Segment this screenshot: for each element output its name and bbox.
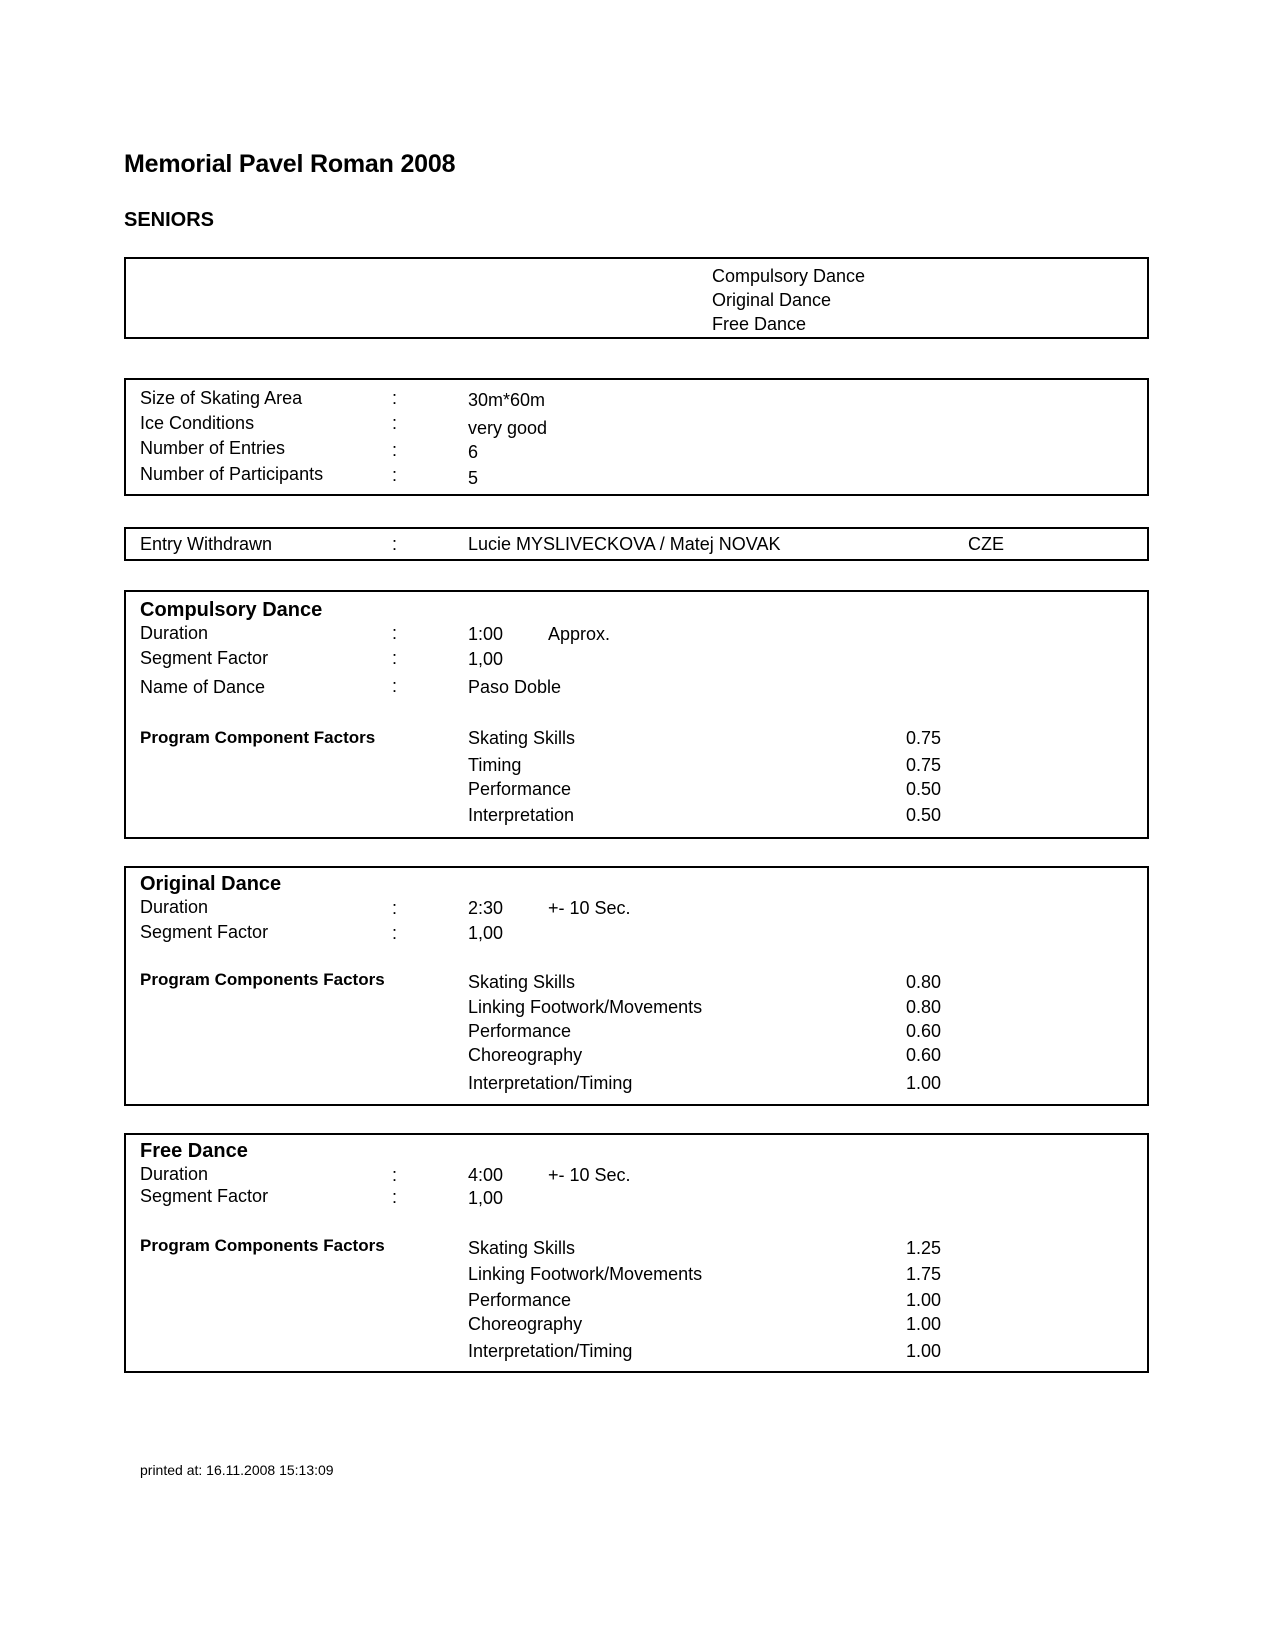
info-label: Ice Conditions (140, 413, 255, 433)
component-name: Skating Skills (468, 972, 576, 992)
component-value: 0.60 (906, 1021, 942, 1041)
duration-note: +- 10 Sec. (548, 898, 631, 918)
component-name: Linking Footwork/Movements (468, 997, 703, 1017)
duration-value: 4:00 (468, 1165, 504, 1185)
info-colon: : (392, 388, 398, 408)
component-value: 1.00 (906, 1341, 942, 1361)
info-value: 30m*60m (468, 390, 546, 410)
component-name: Interpretation/Timing (468, 1341, 633, 1361)
duration-label: Duration (140, 1164, 209, 1184)
component-name: Performance (468, 779, 572, 799)
dance-name-value: Paso Doble (468, 677, 562, 697)
info-label: Size of Skating Area (140, 388, 303, 408)
duration-note: +- 10 Sec. (548, 1165, 631, 1185)
original-dance-box (124, 866, 1149, 1106)
factor-label: Segment Factor (140, 1186, 269, 1206)
component-value: 1.00 (906, 1314, 942, 1334)
factor-value: 1,00 (468, 649, 504, 669)
duration-note: Approx. (548, 624, 611, 644)
colon: : (392, 898, 398, 918)
segment-list-item: Original Dance (712, 290, 832, 310)
component-name: Performance (468, 1021, 572, 1041)
segment-list-item: Free Dance (712, 314, 807, 334)
info-value: 6 (468, 442, 479, 462)
component-value: 1.25 (906, 1238, 942, 1258)
withdrawn-colon: : (392, 534, 398, 554)
withdrawn-label: Entry Withdrawn (140, 534, 273, 554)
duration-label: Duration (140, 897, 209, 917)
component-name: Interpretation/Timing (468, 1073, 633, 1093)
section-heading: Compulsory Dance (140, 599, 323, 621)
withdrawn-nation: CZE (968, 534, 1004, 554)
info-colon: : (392, 413, 398, 433)
info-label: Number of Participants (140, 464, 324, 484)
component-name: Choreography (468, 1045, 583, 1065)
info-colon: : (392, 465, 398, 485)
printed-timestamp: printed at: 16.11.2008 15:13:09 (140, 1462, 334, 1478)
withdrawn-box (124, 527, 1149, 561)
section-heading: Original Dance (140, 873, 282, 895)
compulsory-dance-box (124, 590, 1149, 839)
component-value: 1.00 (906, 1073, 942, 1093)
component-name: Performance (468, 1290, 572, 1310)
component-name: Linking Footwork/Movements (468, 1264, 703, 1284)
component-name: Timing (468, 755, 522, 775)
component-name: Skating Skills (468, 728, 576, 748)
component-value: 0.50 (906, 805, 942, 825)
page-title: Memorial Pavel Roman 2008 (124, 150, 456, 178)
factor-value: 1,00 (468, 923, 504, 943)
duration-label: Duration (140, 623, 209, 643)
segments-list-box (124, 257, 1149, 339)
info-colon: : (392, 440, 398, 460)
component-name: Skating Skills (468, 1238, 576, 1258)
dance-name-label: Name of Dance (140, 677, 266, 697)
section-heading: Free Dance (140, 1140, 248, 1162)
component-name: Choreography (468, 1314, 583, 1334)
duration-value: 1:00 (468, 624, 504, 644)
segment-list-item: Compulsory Dance (712, 266, 866, 286)
colon: : (392, 623, 398, 643)
component-value: 1.00 (906, 1290, 942, 1310)
factor-value: 1,00 (468, 1188, 504, 1208)
withdrawn-name: Lucie MYSLIVECKOVA / Matej NOVAK (468, 534, 781, 554)
pcf-label: Program Components Factors (140, 970, 385, 989)
duration-value: 2:30 (468, 898, 504, 918)
info-value: very good (468, 418, 548, 438)
pcf-label: Program Component Factors (140, 728, 376, 747)
colon: : (392, 1187, 398, 1207)
colon: : (392, 648, 398, 668)
component-value: 0.80 (906, 997, 942, 1017)
component-value: 0.60 (906, 1045, 942, 1065)
component-value: 1.75 (906, 1264, 942, 1284)
info-value: 5 (468, 468, 479, 488)
component-value: 0.75 (906, 755, 942, 775)
free-dance-box (124, 1133, 1149, 1373)
factor-label: Segment Factor (140, 922, 269, 942)
pcf-label: Program Components Factors (140, 1236, 385, 1255)
info-label: Number of Entries (140, 438, 286, 458)
colon: : (392, 676, 398, 696)
colon: : (392, 1165, 398, 1185)
colon: : (392, 923, 398, 943)
category-title: SENIORS (124, 209, 215, 231)
factor-label: Segment Factor (140, 648, 269, 668)
info-box (124, 378, 1149, 496)
component-value: 0.80 (906, 972, 942, 992)
component-name: Interpretation (468, 805, 575, 825)
component-value: 0.50 (906, 779, 942, 799)
component-value: 0.75 (906, 728, 942, 748)
